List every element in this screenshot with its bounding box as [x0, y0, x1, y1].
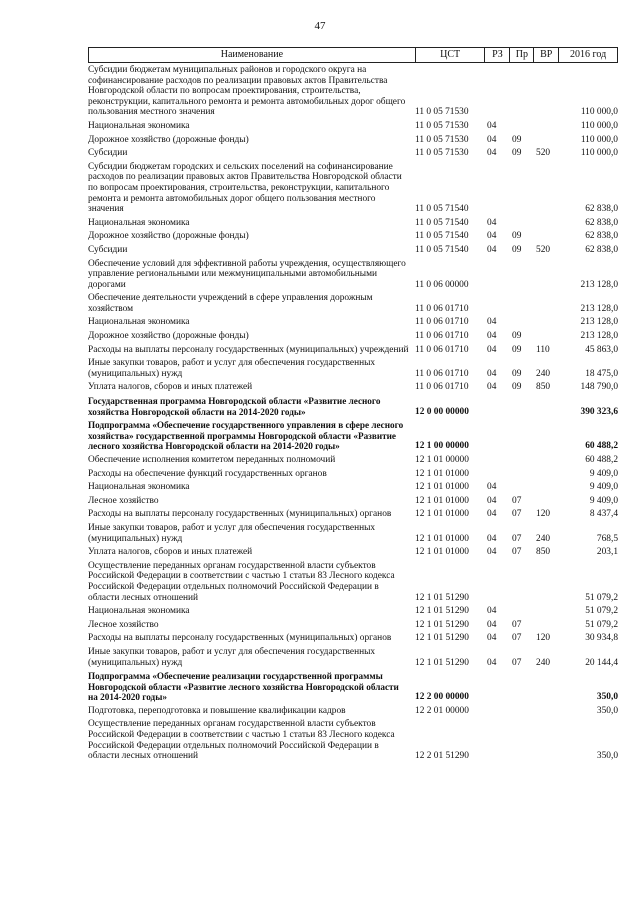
header-rz: РЗ [484, 48, 509, 62]
row-cst: 11 0 06 01710 [415, 368, 469, 379]
row-name: Национальная экономика [88, 317, 190, 328]
table-row [88, 315, 618, 329]
table-row [88, 160, 618, 216]
table-body [88, 63, 618, 763]
row-name: Лесное хозяйство [88, 495, 159, 506]
row-sum: 110 000,0 [580, 134, 618, 145]
table-row [88, 133, 618, 147]
row-vr: 240 [536, 657, 551, 668]
row-pr: 07 [512, 633, 522, 644]
row-sum: 51 079,2 [585, 619, 618, 630]
row-name: Государственная программа Новгородской области «Развитие лесного хозяйства Новгородской области на 2014-2020 годы» [88, 396, 381, 417]
row-pr: 07 [512, 495, 522, 506]
table-row [88, 704, 618, 718]
table-row [88, 216, 618, 230]
row-sum: 20 144,4 [585, 657, 618, 668]
row-vr: 520 [536, 244, 551, 255]
row-rz: 04 [487, 533, 497, 544]
row-name: Уплата налогов, сборов и иных платежей [88, 547, 253, 558]
row-name: Подпрограмма «Обеспечение государственного управления в сфере лесного хозяйства» государственной программы Новгородской области «Развитие лесного хозяйства Новгородской области на 2014-2020 годы» [88, 420, 404, 452]
row-name: Национальная экономика [88, 606, 190, 617]
row-sum: 148 790,0 [580, 382, 618, 393]
row-vr: 520 [536, 148, 551, 159]
table-row [88, 329, 618, 343]
header-cst: ЦСТ [415, 48, 485, 62]
table-row [88, 494, 618, 508]
row-sum: 390 323,6 [580, 406, 618, 417]
row-pr: 07 [512, 657, 522, 668]
row-sum: 9 409,0 [589, 468, 618, 479]
row-name: Подготовка, переподготовка и повышение квалификации кадров [88, 705, 346, 716]
table-row [88, 63, 618, 119]
row-sum: 51 079,2 [585, 592, 618, 603]
row-name: Обеспечение условий для эффективной работы учреждения, осуществляющего управление региональными или межмуниципальными автомобильными дорогами [88, 258, 406, 290]
table-row [88, 291, 618, 315]
row-cst: 12 1 01 51290 [415, 592, 469, 603]
row-sum: 18 475,0 [585, 368, 618, 379]
row-rz: 04 [487, 120, 497, 131]
row-pr: 09 [512, 344, 522, 355]
budget-table [88, 47, 618, 763]
row-cst: 11 0 05 71540 [415, 244, 469, 255]
row-cst: 12 1 01 51290 [415, 633, 469, 644]
page-number: 47 [314, 20, 326, 32]
row-cst: 12 2 01 00000 [415, 705, 469, 716]
row-rz: 04 [487, 657, 497, 668]
row-cst: 11 0 05 71540 [415, 231, 469, 242]
row-cst: 11 0 06 00000 [415, 279, 469, 290]
row-cst: 12 1 01 51290 [415, 619, 469, 630]
row-sum: 30 934,8 [585, 633, 618, 644]
row-name: Иные закупки товаров, работ и услуг для обеспечения государственных (муниципальных) нужд [88, 358, 376, 379]
row-vr: 850 [536, 382, 551, 393]
row-pr: 09 [512, 231, 522, 242]
table-row [88, 545, 618, 559]
row-cst: 12 1 01 51290 [415, 606, 469, 617]
row-rz: 04 [487, 633, 497, 644]
row-name: Расходы на выплаты персоналу государственных (муниципальных) органов [88, 633, 392, 644]
row-sum: 350,0 [596, 751, 618, 762]
row-pr: 09 [512, 244, 522, 255]
row-name: Расходы на выплаты персоналу государственных (муниципальных) органов [88, 509, 392, 520]
table-row [88, 343, 618, 357]
table-row [88, 618, 618, 632]
row-rz: 04 [487, 231, 497, 242]
row-name: Обеспечение деятельности учреждений в сфере управления дорожным хозяйством [88, 293, 373, 314]
row-sum: 213 128,0 [580, 331, 618, 342]
row-vr: 120 [536, 509, 551, 520]
row-name: Национальная экономика [88, 120, 190, 131]
row-vr: 240 [536, 368, 551, 379]
row-name: Дорожное хозяйство (дорожные фонды) [88, 134, 249, 145]
row-name: Субсидии бюджетам городских и сельских поселений на софинансирование расходов по реализации правовых актов Правительства Новгородской области по вопросам проектирования, строительства, реконструкции, капитального ремонта и ремонта автомобильных дорог общего пользования местного значения [88, 161, 402, 215]
row-rz: 04 [487, 547, 497, 558]
row-cst: 12 1 01 01000 [415, 547, 469, 558]
row-rz: 04 [487, 382, 497, 393]
row-name: Национальная экономика [88, 217, 190, 228]
table-row [88, 669, 618, 704]
row-cst: 11 0 06 01710 [415, 303, 469, 314]
table-row [88, 717, 618, 762]
row-cst: 11 0 06 01710 [415, 331, 469, 342]
row-cst: 11 0 06 01710 [415, 344, 469, 355]
row-name: Иные закупки товаров, работ и услуг для обеспечения государственных (муниципальных) нужд [88, 646, 376, 668]
row-name: Расходы на обеспечение функций государственных органов [88, 468, 327, 479]
row-sum: 350,0 [596, 692, 618, 703]
table-row [88, 604, 618, 618]
row-sum: 60 488,2 [585, 441, 618, 452]
row-name: Субсидии бюджетам муниципальных районов и городского округа на софинансирование расходов по реализации правовых актов Правительства Новгородской области по вопросам проектирования, строительства, реконструкции, капитального ремонта и ремонта автомобильных дорог общего пользования местного значения [88, 65, 406, 118]
table-row [88, 119, 618, 133]
row-name: Обеспечение исполнения комитетом переданных полномочий [88, 455, 336, 465]
row-cst: 11 0 05 71530 [415, 134, 469, 145]
row-cst: 12 1 01 01000 [415, 533, 469, 544]
row-cst: 12 0 00 00000 [415, 406, 469, 417]
row-cst: 11 0 06 01710 [415, 382, 469, 393]
header-vr: ВР [533, 48, 558, 62]
row-pr: 07 [512, 547, 522, 558]
row-rz: 04 [487, 344, 497, 355]
row-cst: 12 1 01 51290 [415, 657, 469, 668]
table-row [88, 453, 618, 467]
row-pr: 09 [512, 331, 522, 342]
row-name: Субсидии [88, 244, 128, 255]
row-pr: 09 [512, 368, 522, 379]
row-sum: 45 863,0 [585, 344, 618, 355]
row-sum: 350,0 [596, 705, 618, 716]
row-sum: 213 128,0 [580, 317, 618, 328]
row-sum: 9 409,0 [589, 482, 618, 493]
row-sum: 62 838,0 [585, 231, 618, 242]
row-name: Подпрограмма «Обеспечение реализации государственной программы Новгородской области «Развитие лесного хозяйства Новгородской области на 2014-2020 годы» [88, 671, 399, 703]
row-pr: 09 [512, 148, 522, 159]
row-sum: 51 079,2 [585, 606, 618, 617]
table-row [88, 559, 618, 604]
row-name: Лесное хозяйство [88, 619, 159, 630]
table-row [88, 507, 618, 521]
row-vr: 120 [536, 633, 551, 644]
row-vr: 850 [536, 547, 551, 558]
row-pr: 09 [512, 134, 522, 145]
row-rz: 04 [487, 134, 497, 145]
row-sum: 110 000,0 [580, 148, 618, 159]
row-vr: 110 [536, 344, 550, 355]
table-row [88, 394, 618, 418]
row-sum: 62 838,0 [585, 217, 618, 228]
row-cst: 12 1 01 01000 [415, 509, 469, 520]
row-cst: 11 0 05 71530 [415, 120, 469, 131]
row-sum: 62 838,0 [585, 244, 618, 255]
row-rz: 04 [487, 509, 497, 520]
row-rz: 04 [487, 244, 497, 255]
row-cst: 11 0 05 71530 [415, 148, 469, 159]
row-cst: 11 0 05 71540 [415, 204, 469, 215]
table-row [88, 645, 618, 669]
row-sum: 213 128,0 [580, 303, 618, 314]
table-row [88, 257, 618, 292]
table-row [88, 380, 618, 394]
row-rz: 04 [487, 148, 497, 159]
row-name: Осуществление переданных органам государственной власти субъектов Российской Федерации в соответствии с частью 1 статьи 83 Лесного кодекса Российской Федерации отдельных полномочий Российской Федерации в области лесных отношений [88, 719, 395, 762]
table-row [88, 480, 618, 494]
table-row [88, 243, 618, 257]
row-sum: 768,5 [596, 533, 618, 544]
row-rz: 04 [487, 482, 497, 493]
row-name: Национальная экономика [88, 482, 190, 493]
header-sum: 2016 год [558, 48, 617, 62]
table-row [88, 356, 618, 380]
table-row [88, 467, 618, 481]
row-sum: 110 000,0 [580, 120, 618, 131]
row-rz: 04 [487, 606, 497, 617]
table-header [88, 47, 618, 63]
row-name: Осуществление переданных органам государственной власти субъектов Российской Федерации в соответствии с частью 1 статьи 83 Лесного кодекса Российской Федерации отдельных полномочий Российской Федерации в области лесных отношений [88, 560, 395, 603]
row-cst: 12 1 01 01000 [415, 482, 469, 493]
row-cst: 12 2 01 51290 [415, 751, 469, 762]
row-name: Уплата налогов, сборов и иных платежей [88, 382, 253, 393]
row-vr: 240 [536, 533, 551, 544]
table-row [88, 521, 618, 545]
row-pr: 07 [512, 533, 522, 544]
row-cst: 11 0 05 71530 [415, 107, 469, 118]
row-rz: 04 [487, 331, 497, 342]
row-name: Расходы на выплаты персоналу государственных (муниципальных) учреждений [88, 344, 409, 355]
table-row [88, 631, 618, 645]
row-rz: 04 [487, 495, 497, 506]
table-row [88, 229, 618, 243]
row-sum: 110 000,0 [580, 107, 618, 118]
row-cst: 12 1 01 00000 [415, 455, 469, 465]
row-sum: 60 488,2 [585, 455, 618, 465]
row-rz: 04 [487, 368, 497, 379]
row-cst: 12 1 00 00000 [415, 441, 469, 452]
table-row [88, 146, 618, 160]
row-cst: 12 2 00 00000 [415, 692, 469, 703]
table-row [88, 418, 618, 453]
header-name: Наименование [220, 49, 284, 60]
row-pr: 07 [512, 509, 522, 520]
row-sum: 8 437,4 [589, 509, 618, 520]
row-cst: 11 0 06 01710 [415, 317, 469, 328]
row-sum: 213 128,0 [580, 279, 618, 290]
row-name: Субсидии [88, 148, 128, 159]
row-pr: 07 [512, 619, 522, 630]
row-cst: 12 1 01 01000 [415, 495, 469, 506]
row-cst: 12 1 01 01000 [415, 468, 469, 479]
row-rz: 04 [487, 619, 497, 630]
row-pr: 09 [512, 382, 522, 393]
row-rz: 04 [487, 317, 497, 328]
row-cst: 11 0 05 71540 [415, 217, 469, 228]
row-name: Дорожное хозяйство (дорожные фонды) [88, 231, 249, 242]
row-rz: 04 [487, 217, 497, 228]
row-sum: 9 409,0 [589, 495, 618, 506]
row-name: Дорожное хозяйство (дорожные фонды) [88, 331, 249, 342]
header-pr: Пр [509, 48, 533, 62]
row-name: Иные закупки товаров, работ и услуг для обеспечения государственных (муниципальных) нужд [88, 522, 376, 544]
row-sum: 203,1 [596, 547, 618, 558]
row-sum: 62 838,0 [585, 204, 618, 215]
